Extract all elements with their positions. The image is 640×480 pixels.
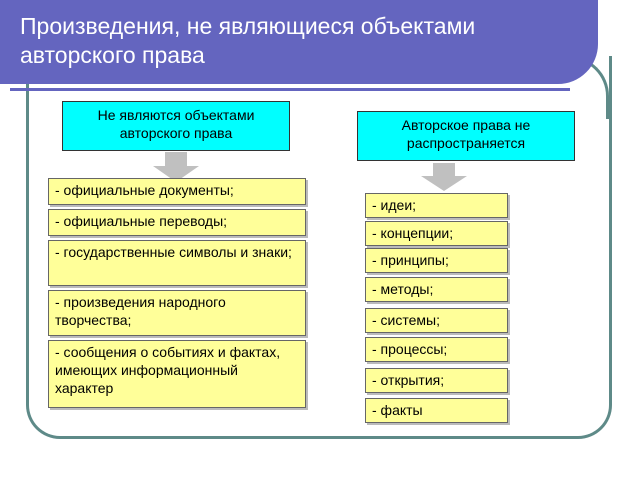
title-banner: [0, 0, 598, 84]
right-down-arrow: [421, 163, 467, 191]
right-item: - факты: [365, 398, 508, 423]
left-item: - государственные символы и знаки;: [48, 240, 306, 286]
left-item: - официальные переводы;: [48, 209, 306, 236]
right-item: - процессы;: [365, 337, 508, 362]
right-item: - открытия;: [365, 368, 508, 393]
right-item: - методы;: [365, 277, 508, 302]
left-item: - произведения народного творчества;: [48, 290, 306, 336]
left-item: - сообщения о событиях и фактах, имеющих информационный характер: [48, 340, 306, 408]
right-item: - системы;: [365, 308, 508, 333]
page-title: Произведения, не являющиеся объектами авторского права: [20, 13, 476, 68]
title-underline: [10, 88, 570, 91]
left-heading-box: Не являются объектами авторского права: [62, 101, 290, 151]
left-item: - официальные документы;: [48, 178, 306, 205]
right-item: - концепции;: [365, 221, 508, 246]
right-item: - идеи;: [365, 193, 508, 218]
right-heading-box: Авторское права не распространяется: [357, 111, 575, 161]
right-item: - принципы;: [365, 248, 508, 273]
